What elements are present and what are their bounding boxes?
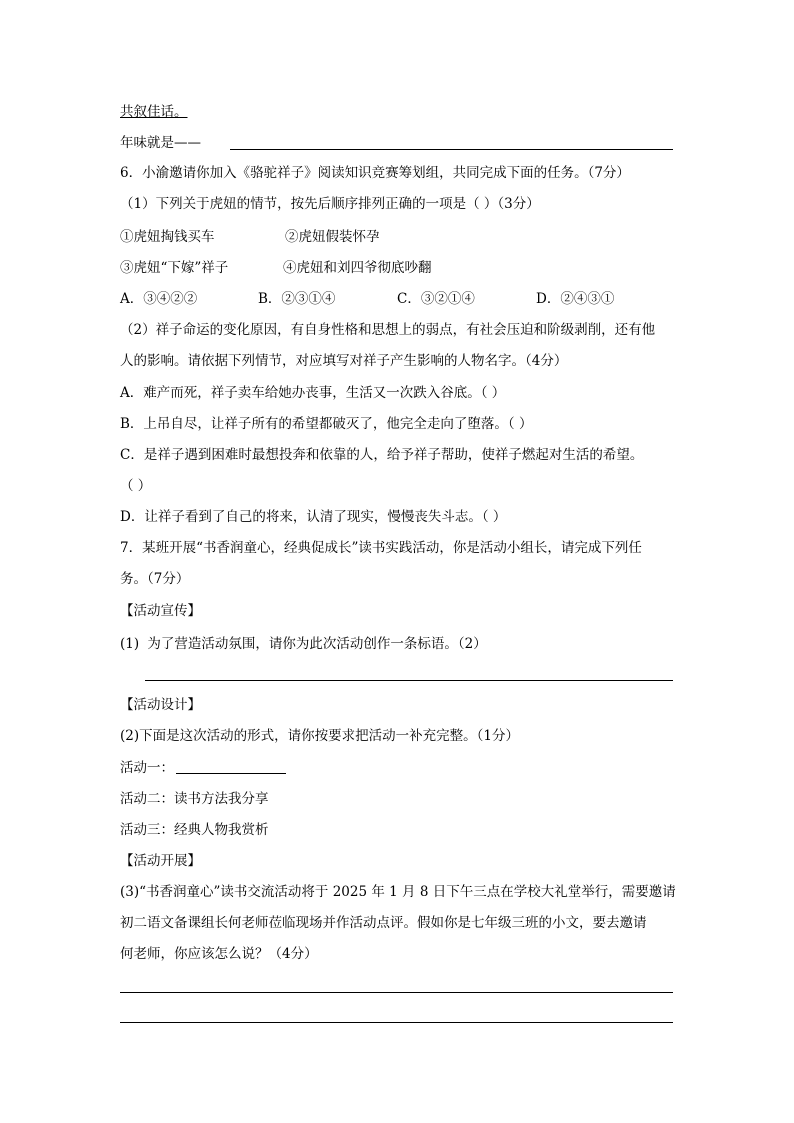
section-heading-design: 【活动设计】	[120, 697, 201, 713]
question-7-3-line1: (3)“书香润童心”读书交流活动将于 2025 年 1 月 8 日下午三点在学校大礼堂举行，需要邀请	[120, 884, 676, 900]
question-7-2: (2)下面是这次活动的形式，请你按要求把活动一补充完整。（1分）	[120, 728, 519, 744]
choice-b[interactable]: B．②③①④	[258, 291, 336, 307]
choice-d[interactable]: D．②④③①	[536, 291, 615, 307]
question-7-stem-line2: 务。（7分）	[120, 571, 190, 587]
question-7-1-text: 为了营造活动氛围，请你为此次活动创作一条标语。（2）	[147, 636, 487, 652]
activity-one-row	[120, 759, 174, 777]
answer-line-slogan[interactable]	[145, 680, 673, 681]
answer-line-invitation-1[interactable]	[120, 992, 673, 993]
plot-option-4: ④虎妞和刘四爷彻底吵翻	[283, 260, 432, 276]
item-6-2-d: D．让祥子看到了自己的将来，认清了现实，慢慢丧失斗志。（ ）	[120, 509, 507, 525]
activity-two: 活动二：读书方法我分享	[120, 791, 269, 807]
text-line-nianwei	[120, 134, 201, 152]
answer-line-nianwei[interactable]	[230, 149, 673, 150]
answer-line-invitation-2[interactable]	[120, 1022, 673, 1023]
item-6-2-c: C．是祥子遇到困难时最想投奔和依靠的人，给予祥子帮助，使祥子燃起对生活的希望。	[120, 447, 644, 463]
question-7-1-number: (1)	[120, 636, 140, 652]
question-7-3-line3: 何老师，你应该怎么说？（4分）	[120, 946, 318, 962]
choice-c[interactable]: C．③②①④	[397, 291, 475, 307]
question-6-2-stem-line2: 人的影响。请依据下列情节，对应填写对祥子产生影响的人物名字。（4分）	[120, 353, 568, 369]
item-6-2-b: B．上吊自尽，让祥子所有的希望都破灭了，他完全走向了堕落。（ ）	[120, 416, 533, 432]
question-7-stem-line1: 7．某班开展“书香润童心，经典促成长”读书实践活动，你是活动小组长，请完成下列任	[120, 540, 642, 556]
choice-a[interactable]: A．③④②②	[120, 291, 198, 307]
answer-line-activity-one[interactable]	[176, 773, 286, 774]
question-7-1	[120, 635, 487, 653]
item-6-2-c-blank[interactable]: （ ）	[120, 478, 152, 494]
question-6-2-stem-line1: （2）祥子命运的变化原因，有自身性格和思想上的弱点，有社会压迫和阶级剥削，还有他	[120, 322, 656, 338]
activity-three: 活动三：经典人物我赏析	[120, 822, 269, 838]
item-6-2-a: A．难产而死，祥子卖车给她办丧事，生活又一次跌入谷底。（ ）	[120, 385, 506, 401]
activity-one-label: 活动一：	[120, 760, 174, 776]
section-heading-promotion: 【活动宣传】	[120, 603, 201, 619]
plot-option-3: ③虎妞“下嫁”祥子	[120, 260, 229, 276]
plot-option-2: ②虎妞假装怀孕	[285, 229, 380, 245]
text-line-shared-tale: 共叙佳话。	[120, 104, 188, 120]
section-heading-conduct: 【活动开展】	[120, 853, 201, 869]
question-7-3-line2: 初二语文备课组长何老师莅临现场并作活动点评。假如你是七年级三班的小文，要去邀请	[120, 915, 647, 931]
plot-option-1: ①虎妞掏钱买车	[120, 229, 215, 245]
question-6-stem: 6．小渝邀请你加入《骆驼祥子》阅读知识竞赛筹划组，共同完成下面的任务。（7分）	[120, 165, 630, 181]
nianwei-label: 年味就是——	[120, 135, 201, 151]
question-6-1-stem: （1）下列关于虎妞的情节，按先后顺序排列正确的一项是（ ）（3分）	[120, 196, 540, 212]
